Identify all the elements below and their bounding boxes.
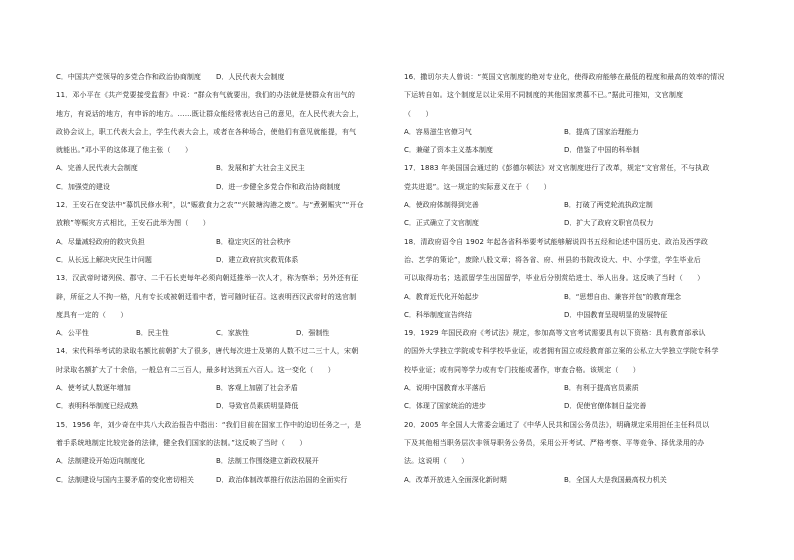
question-text-line: 16．撒切尔夫人曾说：“英国文官制度的绝对专业化，使得政府能够在最低的程度和最高的效率的情况 (404, 73, 725, 81)
answer-option: D．强制性 (296, 329, 330, 338)
question-text-line: 着手系统地制定比较完备的法律，健全我们国家的法制。”这反映了当时（ ） (56, 438, 307, 447)
answer-options-row (404, 123, 744, 141)
answer-option: A．容易滋生官僚习气 (404, 127, 472, 136)
question-text-line: 18．清政府诏令自 1902 年起各省科举要考试能够解说四书五经和论述中国历史、政治及西学政 (404, 237, 709, 246)
answer-options-row (404, 379, 744, 397)
answer-option: D．中国教育呈现明显的发展特征 (564, 310, 668, 319)
question-text-line: 下及其他相当职务层次非领导职务公务员，采用公开考试、严格考察、平等竞争、择优录用的办 (404, 438, 705, 447)
answer-options-row (404, 288, 744, 306)
answer-option: A．完善人民代表大会制度 (56, 164, 138, 173)
question-text-line: 地方，有说话的地方，有申诉的地方。……既让群众能经常表达自己的意见，在人民代表大会上， (56, 109, 364, 118)
answer-option: B．打破了两党轮流执政定制 (564, 201, 653, 210)
question-text-line: 放粮”等赈灾方式相比，王安石此举为图（ ） (56, 219, 210, 228)
question-text-line: 可以取得功名；选派留学生出国留学，毕业后分别赏给进士、举人出身。这反映了当时（ ） (404, 274, 705, 283)
question-text-line: 党共进退”。这一规定的实际意义在于（ ） (404, 182, 551, 191)
question-text-line: 11．邓小平在《共产党要接受监督》中说：“群众有气就要出，我们的办法就是使群众有出气的 (56, 91, 355, 100)
answer-option: C．科举制度宣告终结 (404, 310, 472, 319)
answer-options-row (56, 68, 394, 86)
answer-option: B．法制工作围绕建立新政权展开 (216, 457, 319, 466)
question-text-line: 17．1883 年美国国会通过的《彭德尔顿法》对文官制度进行了改革，规定“文官常任，不与执政 (404, 164, 710, 173)
left-column (56, 68, 394, 489)
answer-option: B．全国人大是我国最高权力机关 (564, 475, 667, 484)
question-text-line: 治、艺学的策论”，废除八股文章；将各省、府、州县的书院改设大、中、小学堂，学生毕业后 (404, 255, 701, 264)
answer-option: B．“思想自由、兼容并包”的教育理念 (564, 292, 682, 301)
answer-options-row (404, 397, 744, 415)
answer-option: C．正式确立了文官制度 (404, 219, 479, 228)
answer-options-row (56, 251, 394, 269)
answer-option: A．尽量减轻政府的救灾负担 (56, 237, 145, 246)
answer-options-row (404, 471, 744, 489)
question-text-line: 校毕业证；或有同等学力或有专门技能或著作，审查合格。该规定（ ） (404, 365, 640, 374)
question-text-line: 14．宋代科举考试的录取名额比前朝扩大了很多，唐代每次进士及第的人数不过二三十人，宋朝 (56, 347, 359, 356)
question-text-line: 度具有一定的（ ） (56, 310, 128, 319)
answer-option: A．改革开放进入全面深化新时期 (404, 475, 507, 484)
right-column (404, 68, 744, 489)
answer-option: C．从长远上解决灾民生计问题 (56, 255, 152, 264)
answer-option: A．教育近代化开始起步 (404, 292, 479, 301)
answer-option: D．促使官僚体制日益完善 (564, 402, 647, 411)
answer-option: A．说明中国教育水平落后 (404, 384, 486, 393)
answer-option: D．政治体制改革推行依法治国的全面实行 (216, 475, 348, 484)
answer-option: A．使政府体制得到完善 (404, 201, 479, 210)
question-text-line: 政协会议上，职工代表大会上，学生代表大会上，或者在各种场合，使他们有意见就能提，有气 (56, 127, 357, 136)
answer-option: D．扩大了政府文职官员权力 (564, 219, 654, 228)
question-text-line: 时录取名额扩大了十余倍，一般总有二三百人，最多时达到五六百人。这一变化（ ） (56, 365, 335, 374)
answer-option: D．进一步健全多党合作和政治协商制度 (216, 182, 341, 191)
answer-option: B．提高了国家治理能力 (564, 127, 639, 136)
question-text-line: 15．1956 年，刘少奇在中共八大政治报告中指出：“我们目前在国家工作中的迫切任务之一，是 (56, 420, 362, 429)
answer-option: A．使考试人数逐年增加 (56, 384, 131, 393)
question-text-line: 的国外大学独立学院或专科学校毕业证，或者拥有国立或经教育部立案的公私立大学独立学院专科学 (404, 347, 719, 356)
answer-option: D．导致官员素质明显降低 (216, 402, 299, 411)
question-text-line: 13．汉武帝时诸列侯、郡守、二千石长吏每年必须向朝廷推举一次人才，称为察举；另外还有征 (56, 274, 359, 283)
answer-option: B．客观上加剧了社会矛盾 (216, 384, 298, 393)
answer-option: B．有利于提高官员素质 (564, 384, 639, 393)
question-text-line: （ ） (404, 109, 433, 118)
answer-option: C．中国共产党领导的多党合作和政治协商制度 (56, 73, 201, 81)
answer-option: C．表明科举制度已经成熟 (56, 402, 138, 411)
answer-option: C．法制建设与国内主要矛盾的变化密切相关 (56, 475, 194, 484)
answer-option: B．民主性 (136, 329, 169, 338)
answer-options-row (56, 178, 394, 196)
question-text-line: 法。这说明（ ） (404, 457, 469, 466)
answer-options-row (56, 397, 394, 415)
answer-option: B．稳定灾区的社会秩序 (216, 237, 291, 246)
answer-option: D．借鉴了中国的科举制 (564, 146, 640, 155)
question-text-line: 20．2005 年全国人大常委会通过了《中华人民共和国公务员法》，明确规定采用担任主任科员以 (404, 420, 710, 429)
question-text-line: 下运转自如。这个制度足以让采用不同制度的其他国家羡慕不已。”据此可推知，文官制度 (404, 91, 684, 100)
answer-options-row (404, 214, 744, 232)
answer-options-row (56, 233, 394, 251)
answer-options-row (56, 452, 394, 470)
question-text-line: 12．王安石在变法中“募饥民修水利”，以“赈救食力之农”“兴陂塘沟港之废”。与“煮粥赈灾”“开仓 (56, 201, 364, 210)
answer-options-row (56, 159, 394, 177)
answer-options-row (404, 141, 744, 159)
answer-option: C．兼碰了资本主义基本制度 (404, 146, 493, 155)
answer-options-row (404, 306, 744, 324)
answer-option: D．建立政府抗灾救荒体系 (216, 255, 299, 264)
answer-options-row (56, 379, 394, 397)
answer-options-row (56, 471, 394, 489)
answer-option: C．体现了国家统治的进步 (404, 402, 486, 411)
question-text-line: 19．1929 年国民政府《考试法》规定，参加高等文官考试需要具有以下资格：具有教育部承认 (404, 329, 706, 338)
answer-option: C．加强党的建设 (56, 182, 110, 191)
answer-option: A．公平性 (56, 329, 89, 338)
answer-options-row (404, 196, 744, 214)
answer-option: C．家族性 (216, 329, 249, 338)
question-text-line: 辟，所征之人不拘一格，凡有专长或被朝廷看中者，皆可随时征召。这表明西汉武帝时的选官制 (56, 292, 357, 301)
answer-option: B．发展和扩大社会主义民主 (216, 164, 305, 173)
answer-option: A．法制建设开始迈向制度化 (56, 457, 145, 466)
answer-option: D．人民代表大会制度 (216, 73, 285, 81)
answer-options-row (56, 324, 394, 342)
question-text-line: 就能出。”邓小平的这体现了他主张（ ） (56, 146, 193, 155)
